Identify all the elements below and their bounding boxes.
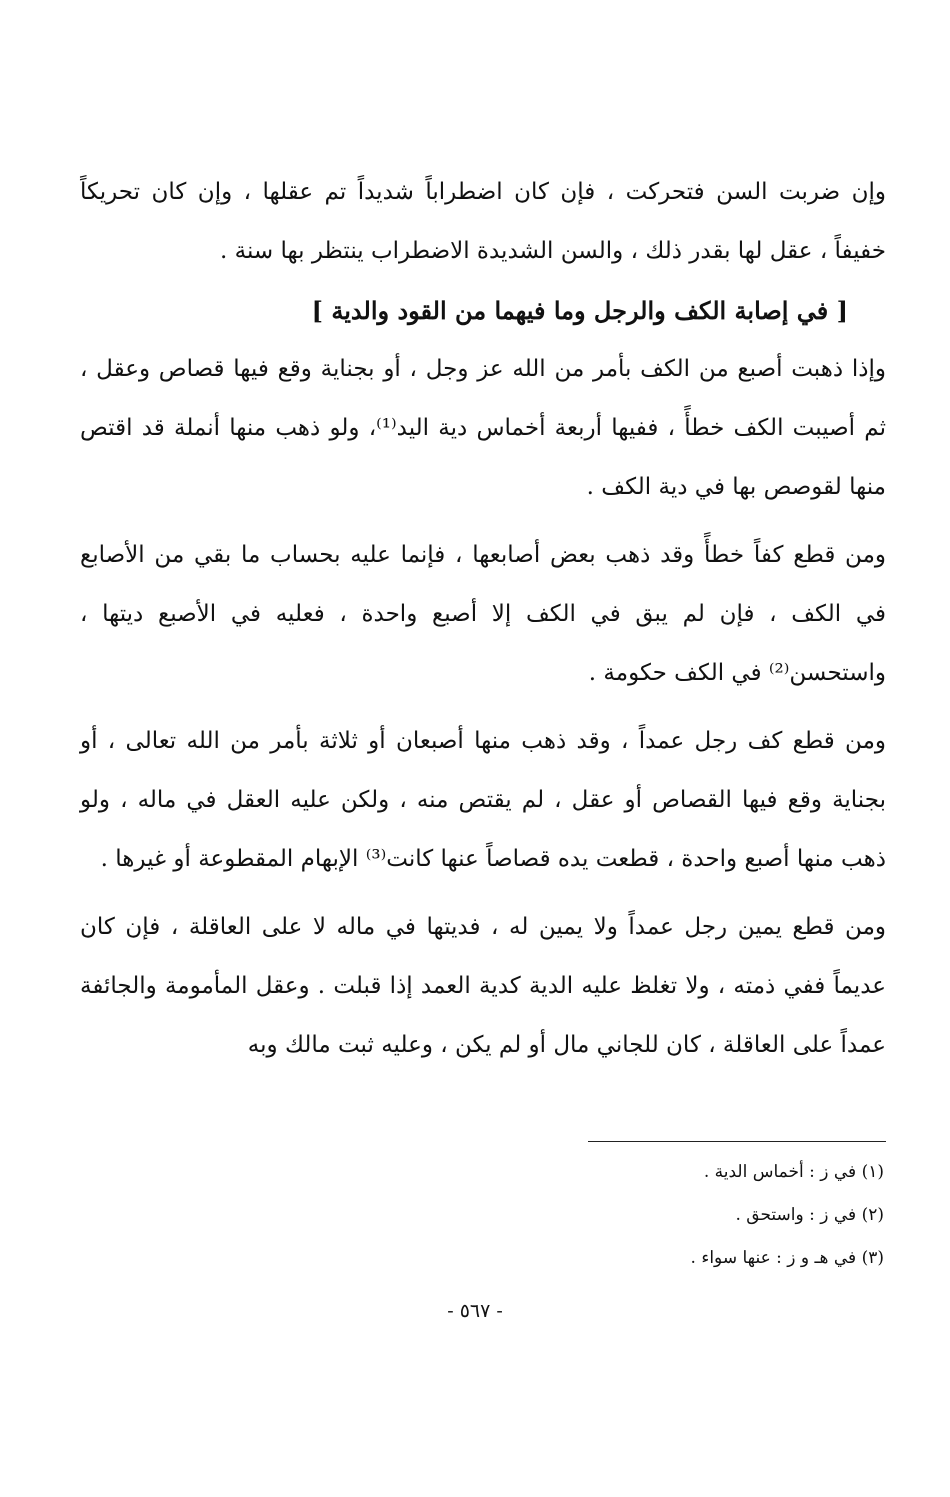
- footnotes: [80, 1151, 886, 1280]
- section-heading: [ في إصابة الكف والرجل وما فيهما من القود والدية ]: [311, 296, 848, 325]
- paragraph-4: ومن قطع كف رجل عمداً ، وقد ذهب منها أصبعان أو ثلاثة بأمر من الله تعالى ، أو بجناية وقع فيها القصاص أو عقل ، لم يقتص منه ، ولكن عليه العقل في ماله ، ولو ذهب منها أصبع واحدة ، قطعت يده قصاصاً عنها كانت⁽³⁾ الإبهام المقطوعة أو غيرها .: [80, 728, 886, 872]
- footnote-2: (٢) في ز : واستحق .: [735, 1205, 884, 1225]
- footnote-3: (٣) في هـ و ز : عنها سواء .: [690, 1248, 884, 1268]
- footnote-divider: [588, 1141, 886, 1142]
- paragraph-2: وإذا ذهبت أصبع من الكف بأمر من الله عز وجل ، أو بجناية وقع فيها قصاص وعقل ، ثم أصيبت الكف خطأً ، ففيها أربعة أخماس دية اليد⁽¹⁾، ولو ذهب منها أنملة قد اقتص منها لقوصص بها في دية الكف .: [80, 356, 886, 500]
- page-number: - ٥٦٧ -: [447, 1300, 503, 1322]
- paragraph-5: ومن قطع يمين رجل عمداً ولا يمين له ، فديتها في ماله لا على العاقلة ، فإن كان عديماً ففي ذمته ، ولا تغلظ عليه الدية كدية العمد إذا قبلت . وعقل المأمومة والجائفة عمداً على العاقلة ، كان للجاني مال أو لم يكن ، وعليه ثبت مالك وبه: [80, 914, 886, 1058]
- paragraph-1: وإن ضربت السن فتحركت ، فإن كان اضطراباً شديداً تم عقلها ، وإن كان تحريكاً خفيفاً ، عقل لها بقدر ذلك ، والسن الشديدة الاضطراب ينتظر بها سنة .: [80, 179, 886, 264]
- paragraph-3: ومن قطع كفاً خطأً وقد ذهب بعض أصابعها ، فإنما عليه بحساب ما بقي من الأصابع في الكف ، فإن لم يبق في الكف إلا أصبع واحدة ، فعليه في الأصبع ديتها ، واستحسن⁽²⁾ في الكف حكومة .: [80, 542, 886, 686]
- main-text: [80, 163, 886, 1075]
- footnote-1: (١) في ز : أخماس الدية .: [703, 1162, 884, 1182]
